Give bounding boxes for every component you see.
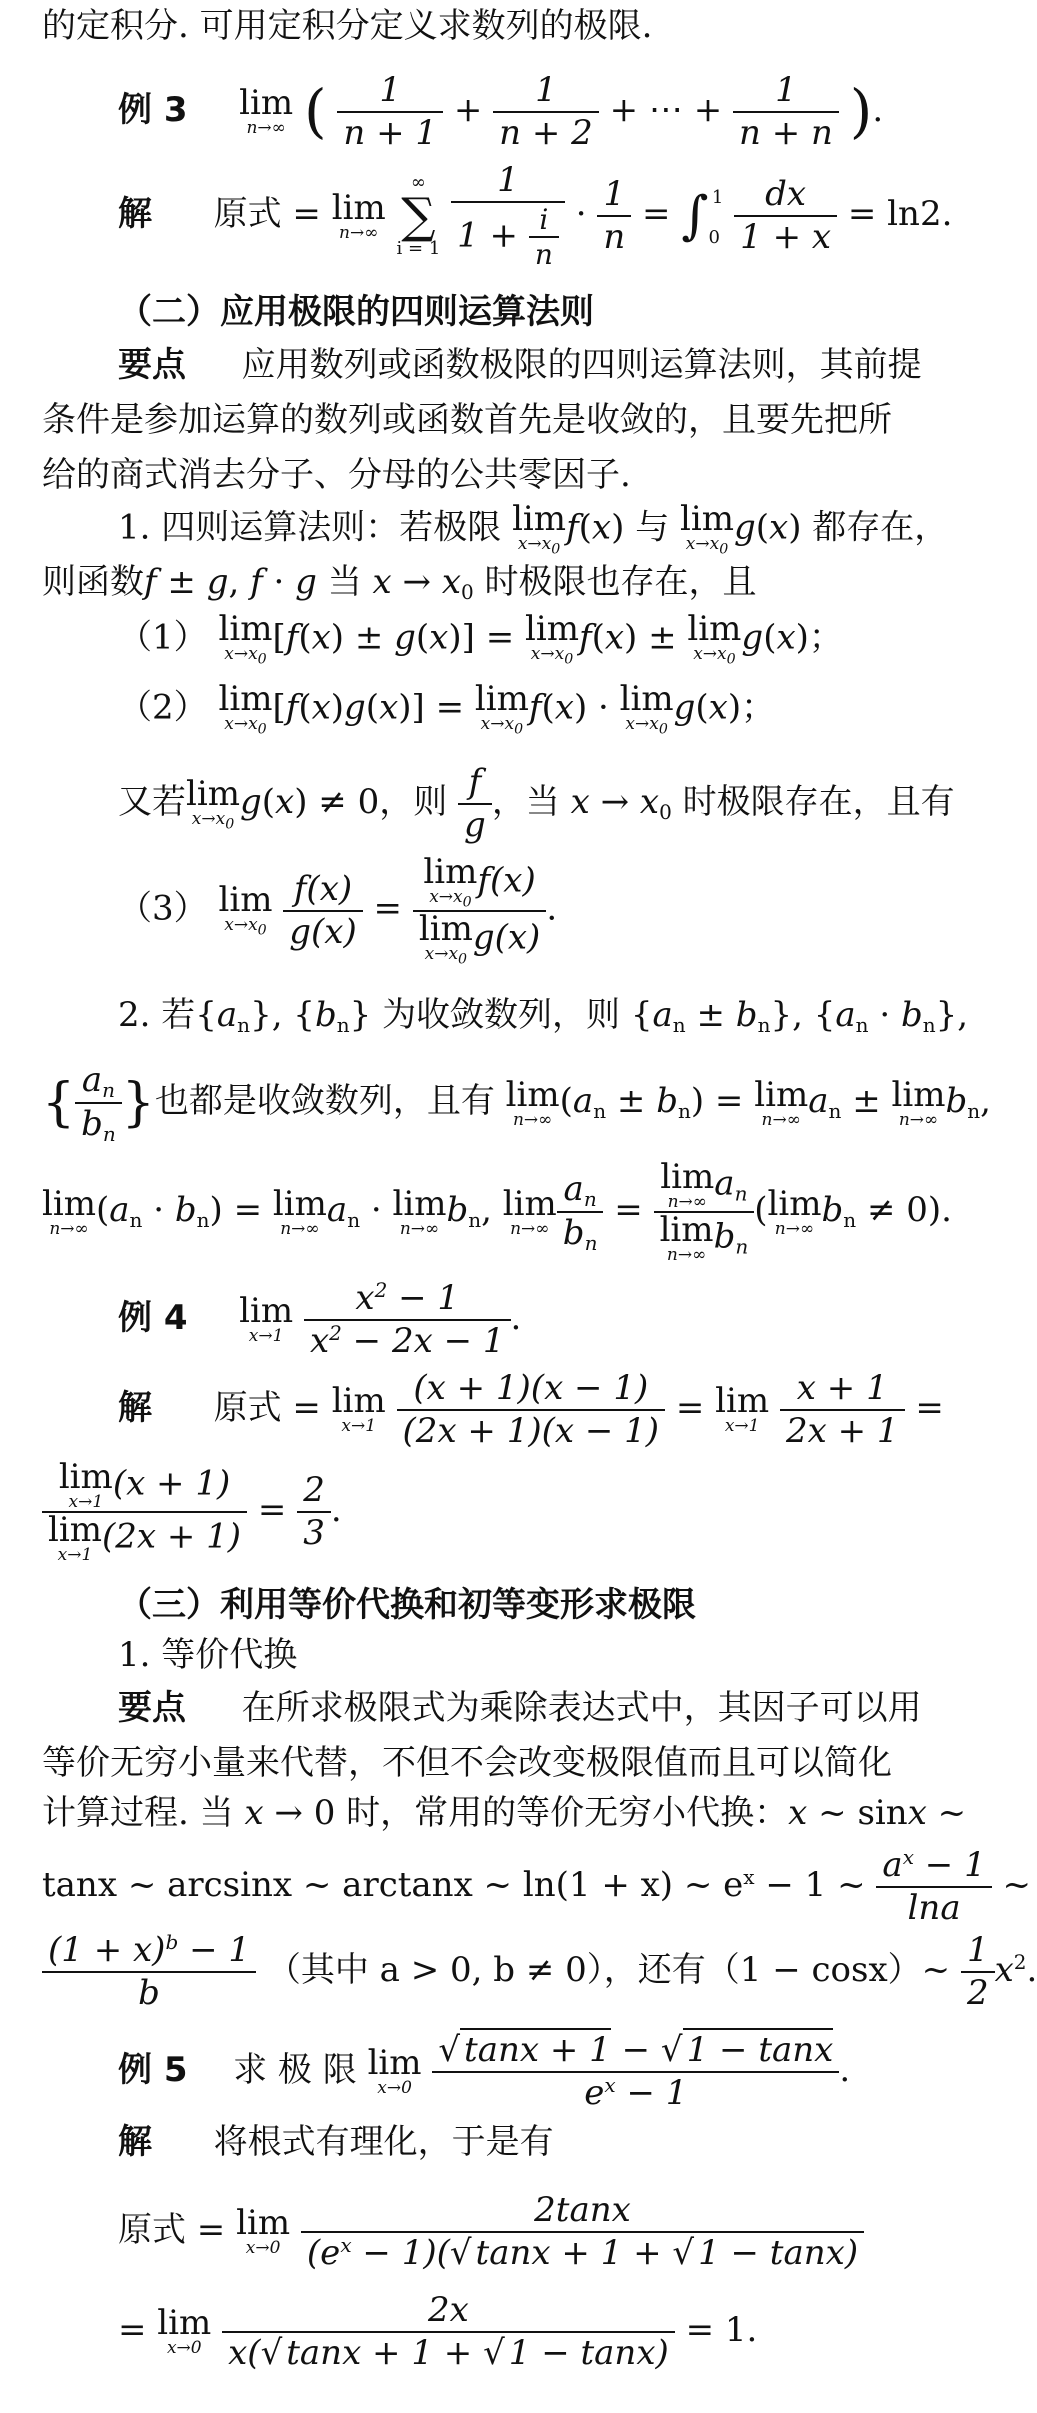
text: 也都是收敛数列，且有 [154,1081,495,1121]
fraction: $\frac{2\tan x}{(e^x - 1)(√ \tan x + 1 + √ 1 - \tan x)}$ [301,2190,864,2274]
key-point [118,1688,922,1729]
fraction: $\frac{f(x)}{g(x)}$ [283,869,362,953]
solution-label: 解 [118,2122,152,2162]
solution-5 [118,2122,554,2163]
text: 当 [327,562,362,602]
text: 时极限存在，且有 [682,781,955,822]
rule-line: { $\frac{a_n}{b_n}$ }也都是收敛数列，且有 lim n→∞ $(a_n \pm b_n) = \lim$ n→∞ $a_n \pm \lim$ n→∞ $b_n$, [42,1060,991,1146]
equivalence-chain: tanx ~ arcsinx ~ arctanx ~ ln(1 + x) ~ $e^x - 1$ ~ $\frac{a^x - 1}{\ln a}$ ~ [42,1845,1032,1928]
formula-number: （1） [118,617,208,658]
key-label: 要点 [118,1688,186,1728]
lim-operator: lim n→∞ [331,187,386,243]
text: ，当 [491,781,560,822]
example-3: 例 3 lim n→∞ ( $\frac{1}{n + 1}$ + $\frac{1}{n + 2}$ + ⋯ + $\frac{1}{n + n}$ ). [118,70,884,153]
text: 为收敛数列，则 [382,995,621,1035]
lim-operator: lim n→∞ [239,83,294,139]
fraction: $\frac{(1 + x)^b - 1}{b}$ [42,1930,256,2014]
text: 与 [635,507,670,548]
text: 计算过程. 当 [42,1793,234,1833]
fraction: $\frac{1}{n + n}$ [733,70,839,154]
solution-label: 解 [118,1387,152,1428]
text: 求 极 限 [233,2049,357,2090]
text: 应用数列或函数极限的四则运算法则，其前提 [241,345,922,385]
example-label: 例 3 [118,89,188,130]
fraction: $\frac{2}{3}$ [297,1470,331,1554]
text: 时，常用的等价无穷小代换： [346,1793,789,1833]
text: ≠ 0，则 [318,781,448,822]
text: 时极限也存在，且 [484,562,757,602]
solution-3: 解 原式 = lim n→∞ ∞ ∑ i = 1 1 1 + $\frac{i}{n}$ · $\frac{1}{n}$ = $\int_0^1$ $\frac{dx}{1 + x}$ = ln2. [118,160,953,272]
formula-number: （2） [118,687,208,728]
fraction: $\frac{dx}{1 + x}$ [734,174,837,258]
fraction: $\frac{a^x - 1}{\ln a}$ [876,1845,991,1929]
rule-line: 2. 若$\{a_n\}$, $\{b_n\}$ 为收敛数列，则 $\{a_n \pm b_n\}$, $\{a_n \cdot b_n\}$, [118,995,969,1037]
text: 在所求极限式为乘除表达式中，其因子可以用 [241,1688,922,1728]
fraction: $\frac{f}{g}$ [458,762,492,846]
fraction: $\frac{√ \tan x + 1 - √ 1 - \tan x}{e^x - 1}$ [432,2030,839,2114]
rule-line: 1. 四则运算法则：若极限 lim $x\to x_0$ f(x) 与 lim $x\to x_0$ g(x) 都存在， [118,499,949,558]
text-line: 等价无穷小量来代替，不但不会改变极限值而且可以简化 [42,1743,892,1783]
fraction: $\frac{1}{n + 1}$ [337,70,443,154]
key-point [118,345,922,386]
sum-operator: ∞ ∑ i = 1 [396,172,441,259]
equation-prefix: 原式 = [118,2209,226,2250]
integral-sign: ∫ [681,185,709,246]
fraction: $\frac{1}{n}$ [597,174,631,258]
solution-4-cont: lim x→1 (x + 1) lim x→1 (2x + 1) = $\frac{2}{3}$ . [42,1460,342,1564]
rule-line: lim n→∞ $(a_n \cdot b_n) = \lim$ n→∞ $a_n \cdot \lim$ n→∞ $b_n$, lim n→∞ $\frac{a_n}{b_n}$ = lim n→∞ $a_n$ lim n→∞ $b_n$ (lim n→∞ $b_n \ne 0$). [42,1157,952,1265]
solution-label: 解 [118,194,152,234]
equation-prefix: 原式 = [213,1387,321,1428]
text: tanx ~ arcsinx ~ arctanx ~ ln(1 + x) ~ e [42,1864,744,1905]
formula-2: （2） lim $x\to x_0$ [f(x)g(x)] = lim $x\to x_0$ f(x) · lim $x\to x_0$ g(x)； [118,679,776,738]
fraction: $\frac{1}{2}$ [961,1930,995,2014]
example-5: 例 5 求 极 限 lim x→0 $\frac{√ \tan x + 1 - √ 1 - \tan x}{e^x - 1}$ . [118,2030,851,2113]
fraction: $\frac{x + 1}{2x + 1}$ [780,1368,905,1452]
section-heading: （三）利用等价代换和初等变形求极限 [118,1585,696,1625]
fraction: 1 1 + $\frac{i}{n}$ [451,160,565,272]
text-line: 计算过程. 当 x → 0 时，常用的等价无穷小代换：x ~ sinx ~ [42,1793,967,1833]
text: 将根式有理化，于是有 [213,2122,554,2162]
key-label: 要点 [118,345,186,385]
equivalence-chain: $\frac{(1 + x)^b - 1}{b}$ （其中 a > 0, b ≠ 0），还有（1 − cosx）~ $\frac{1}{2}$ $x^2$. [42,1930,1037,2014]
fraction: $\frac{a_n}{b_n}$ [75,1060,122,1146]
fraction: lim $x\to x_0$ f(x) lim $x\to x_0$ g(x) [413,855,546,966]
example-label: 例 5 [118,2049,188,2090]
result: = 1. [685,2309,758,2350]
text-line: 条件是参加运算的数列或函数首先是收敛的，且要先把所 [42,400,892,440]
text-line: 的定积分. 可用定积分定义求数列的极限. [42,6,653,46]
text: 又若 [118,781,186,822]
formula-number: （3） [118,888,208,929]
section-heading: （二）应用极限的四则运算法则 [118,292,594,332]
condition-line: 又若lim $x\to x_0$ g(x) ≠ 0，则 $\frac{f}{g}$ ，当 $x \to x_0$ 时极限存在，且有 [118,762,955,845]
example-label: 例 4 [118,1297,188,1338]
text-line: 给的商式消去分子、分母的公共零因子. [42,455,631,495]
rule-line: 则函数f ± g, f · g 当 $x \to x_0$ 时极限也存在，且 [42,562,757,604]
result: = ln2. [847,194,953,234]
formula-1: （1） lim $x\to x_0$ [f(x) ± g(x)] = lim $x\to x_0$ f(x) ± lim $x\to x_0$ g(x)； [118,609,843,668]
solution-5-final: = lim x→0 $\frac{2x}{x(√ \tan x + 1 + √ 1 - \tan x)}$ = 1. [118,2290,758,2373]
text: （其中 a > 0, b ≠ 0），还有（1 − cosx）~ [266,1949,951,1990]
fraction: lim x→1 (x + 1) lim x→1 (2x + 1) [42,1460,247,1564]
fraction: $\frac{(x + 1)(x - 1)}{(2x + 1)(x - 1)}$ [397,1368,666,1452]
formula-3: （3） lim $x\to x_0$ $\frac{f(x)}{g(x)}$ = lim $x\to x_0$ f(x) lim $x\to x_0$ g(x) . [118,852,558,967]
fraction: $\frac{1}{n + 2}$ [493,70,599,154]
fraction: $\frac{2x}{x(√ \tan x + 1 + √ 1 - \tan x)}$ [222,2290,675,2374]
text: 则函数 [42,562,144,602]
text: 1. 四则运算法则：若极限 [118,507,502,548]
fraction: $\frac{x^2 - 1}{x^2 - 2x - 1}$ [304,1278,511,1362]
example-4: 例 4 lim x→1 $\frac{x^2 - 1}{x^2 - 2x - 1}$ . [118,1278,522,1361]
subsection-heading: 1. 等价代换 [118,1635,298,1675]
solution-5-step: 原式 = lim x→0 $\frac{2\tan x}{(e^x - 1)(√ \tan x + 1 + √ 1 - \tan x)}$ [118,2190,864,2274]
equation-prefix: 原式 = [213,194,321,234]
solution-4: 解 原式 = lim x→1 $\frac{(x + 1)(x - 1)}{(2x + 1)(x - 1)}$ = lim x→1 $\frac{x + 1}{2x + 1}$ = [118,1368,944,1451]
fraction: lim n→∞ $a_n$ lim n→∞ $b_n$ [654,1160,755,1264]
text: 都存在， [812,507,949,548]
